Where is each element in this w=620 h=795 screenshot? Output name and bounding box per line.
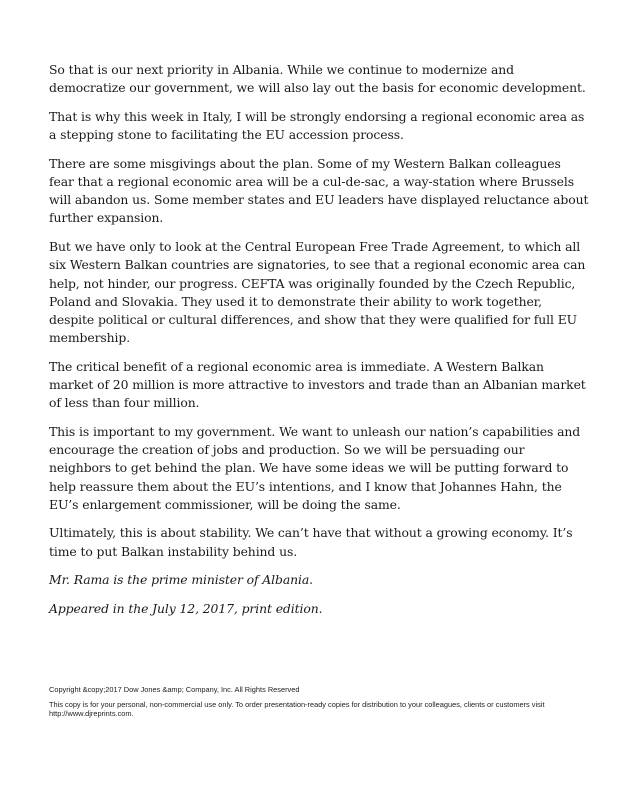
article-body — [49, 61, 589, 629]
article-paragraph: But we have only to look at the Central European Free Trade Agreement, to which all six Western Balkan countries are signatories, to see that a regional economic area can help, not hinder, our progress. CEFTA was originally founded by the Czech Republic, Poland and Slovakia. They used it to demonstrate their ability to work together, despite political or cultural differences, and show that they were qualified for full EU membership. — [49, 239, 586, 346]
edition-note: Appeared in the July 12, 2017, print edition. — [49, 601, 323, 617]
author-note: Mr. Rama is the prime minister of Albania. — [49, 572, 314, 588]
article-paragraph: There are some misgivings about the plan. Some of my Western Balkan colleagues fear that a regional economic area will be a cul-de-sac, a way-station where Brussels will abandon us. Some member states and EU leaders have displayed reluctance about further expansion. — [49, 155, 589, 226]
reprint-notice: This copy is for your personal, non-commercial use only. To order presentation-ready copies for distribution to your colleagues, clients or customers visit http://www.djreprints.com. — [49, 699, 545, 719]
article-paragraph: That is why this week in Italy, I will be strongly endorsing a regional economic area as a stepping stone to facilitating the EU accession process. — [49, 108, 585, 143]
article-paragraph: So that is our next priority in Albania. While we continue to modernize and democratize our government, we will also lay out the basis for economic development. — [49, 62, 586, 96]
page-footer — [49, 685, 594, 719]
article-paragraph: Ultimately, this is about stability. We can’t have that without a growing economy. It’s time to put Balkan instability behind us. — [49, 525, 573, 559]
article-paragraph: This is important to my government. We want to unleash our nation’s capabilities and encourage the creation of jobs and production. So we will be persuading our neighbors to get behind the plan. We have some ideas we will be putting forward to help reassure them about the EU’s intentions, and I know that Johannes Hahn, the EU’s enlargement commissioner, will be doing the same. — [49, 423, 581, 512]
copyright-notice: Copyright &copy;2017 Dow Jones &amp; Company, Inc. All Rights Reserved — [49, 685, 300, 694]
article-paragraph: The critical benefit of a regional economic area is immediate. A Western Balkan market of 20 million is more attractive to investors and trade than an Albanian market of less than four million. — [49, 358, 586, 411]
